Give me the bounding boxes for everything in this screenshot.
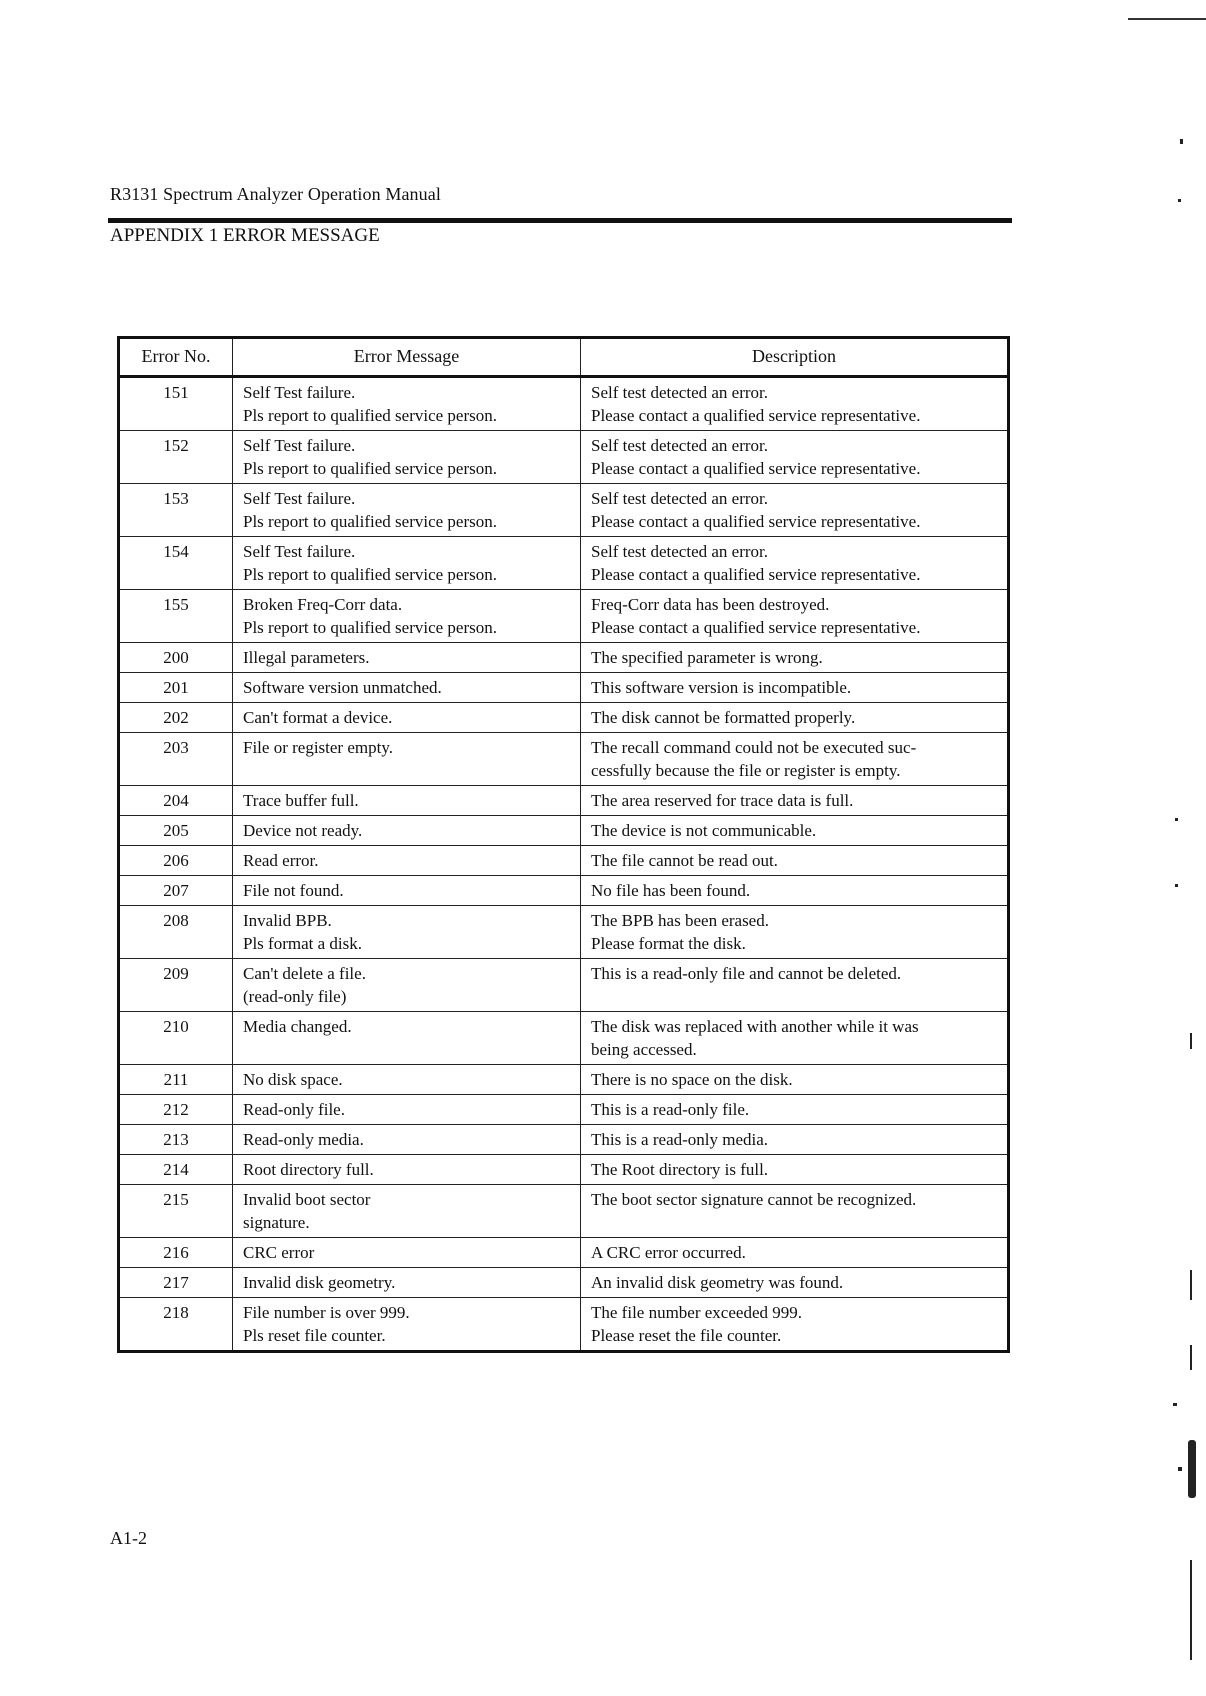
description-cell (581, 1065, 1009, 1095)
description-cell (581, 1012, 1009, 1065)
description-line: Self test detected an error. (591, 489, 769, 508)
manual-title: R3131 Spectrum Analyzer Operation Manual (110, 184, 441, 204)
description-line: Self test detected an error. (591, 436, 769, 455)
error-number-cell: 211 (119, 1065, 233, 1095)
scan-speck (1190, 1270, 1192, 1300)
table-row (119, 786, 1009, 816)
description-line: The recall command could not be executed suc- (591, 738, 917, 757)
scan-speck (1190, 1345, 1192, 1370)
description-line: The specified parameter is wrong. (591, 648, 823, 667)
error-message-cell (233, 1185, 581, 1238)
description-line: Self test detected an error. (591, 383, 769, 402)
error-message-line: Root directory full. (243, 1160, 374, 1179)
table-body (119, 377, 1009, 1352)
description-cell (581, 1155, 1009, 1185)
error-message-cell (233, 1095, 581, 1125)
description-line: The boot sector signature cannot be recognized. (591, 1190, 917, 1209)
error-message-line: Can't delete a file. (243, 964, 366, 983)
error-number-cell: 216 (119, 1238, 233, 1268)
table-row (119, 959, 1009, 1012)
table-row (119, 733, 1009, 786)
table-header-row (119, 338, 1009, 377)
description-cell (581, 673, 1009, 703)
table-row (119, 590, 1009, 643)
scan-edge-line (1128, 18, 1206, 20)
description-cell (581, 590, 1009, 643)
description-cell (581, 959, 1009, 1012)
description-line: Please contact a qualified service representative. (591, 565, 921, 584)
error-message-cell (233, 959, 581, 1012)
error-message-line: signature. (243, 1213, 310, 1232)
error-message-line: Pls report to qualified service person. (243, 406, 497, 425)
error-message-cell (233, 590, 581, 643)
table-row (119, 1125, 1009, 1155)
error-number-cell: 204 (119, 786, 233, 816)
error-number-cell: 213 (119, 1125, 233, 1155)
table-row (119, 377, 1009, 431)
scan-speck (1175, 818, 1178, 821)
error-message-line: Self Test failure. (243, 542, 356, 561)
scan-speck (1178, 1467, 1182, 1471)
error-message-table (117, 336, 1010, 1353)
description-cell (581, 906, 1009, 959)
error-message-cell (233, 643, 581, 673)
description-cell (581, 786, 1009, 816)
error-message-line: Self Test failure. (243, 489, 356, 508)
description-line: There is no space on the disk. (591, 1070, 793, 1089)
error-number-cell: 201 (119, 673, 233, 703)
error-message-line: Read error. (243, 851, 319, 870)
error-message-line: Illegal parameters. (243, 648, 370, 667)
error-number-cell: 212 (119, 1095, 233, 1125)
error-message-line: Invalid BPB. (243, 911, 332, 930)
description-line: Freq-Corr data has been destroyed. (591, 595, 830, 614)
error-message-line: Self Test failure. (243, 383, 356, 402)
error-message-cell (233, 484, 581, 537)
error-number-cell: 200 (119, 643, 233, 673)
error-number-cell: 152 (119, 431, 233, 484)
description-line: The BPB has been erased. (591, 911, 769, 930)
error-number-cell: 209 (119, 959, 233, 1012)
description-cell (581, 431, 1009, 484)
error-message-cell (233, 1155, 581, 1185)
description-line: The file number exceeded 999. (591, 1303, 802, 1322)
error-message-line: Device not ready. (243, 821, 363, 840)
error-number-cell: 207 (119, 876, 233, 906)
description-cell (581, 733, 1009, 786)
error-message-line: Pls report to qualified service person. (243, 459, 497, 478)
error-number-cell: 217 (119, 1268, 233, 1298)
error-message-cell (233, 1012, 581, 1065)
description-cell (581, 643, 1009, 673)
error-message-line: Invalid boot sector (243, 1190, 371, 1209)
table-row (119, 431, 1009, 484)
description-line: The disk cannot be formatted properly. (591, 708, 856, 727)
error-message-cell (233, 1125, 581, 1155)
description-line: Self test detected an error. (591, 542, 769, 561)
description-line: cessfully because the file or register is empty. (591, 761, 901, 780)
column-header-description: Description (581, 338, 1009, 377)
table-row (119, 1065, 1009, 1095)
error-message-cell (233, 673, 581, 703)
table-row (119, 846, 1009, 876)
description-line: The disk was replaced with another while it was (591, 1017, 919, 1036)
header-rule (108, 218, 1012, 223)
error-number-cell: 210 (119, 1012, 233, 1065)
description-cell (581, 876, 1009, 906)
description-cell (581, 1298, 1009, 1352)
scan-speck (1173, 1403, 1177, 1406)
table-row (119, 1012, 1009, 1065)
error-number-cell: 214 (119, 1155, 233, 1185)
error-message-line: Pls report to qualified service person. (243, 512, 497, 531)
error-message-line: Self Test failure. (243, 436, 356, 455)
error-number-cell: 215 (119, 1185, 233, 1238)
error-message-line: Pls reset file counter. (243, 1326, 386, 1345)
description-line: The area reserved for trace data is full. (591, 791, 854, 810)
description-line: An invalid disk geometry was found. (591, 1273, 844, 1292)
table-row (119, 906, 1009, 959)
description-cell (581, 484, 1009, 537)
description-line: This is a read-only file and cannot be deleted. (591, 964, 902, 983)
error-message-line: File or register empty. (243, 738, 393, 757)
error-number-cell: 208 (119, 906, 233, 959)
description-cell (581, 846, 1009, 876)
table-row (119, 1095, 1009, 1125)
description-line: The file cannot be read out. (591, 851, 778, 870)
description-line: Please contact a qualified service representative. (591, 459, 921, 478)
error-message-cell (233, 1238, 581, 1268)
error-number-cell: 203 (119, 733, 233, 786)
description-line: A CRC error occurred. (591, 1243, 746, 1262)
appendix-title: APPENDIX 1 ERROR MESSAGE (110, 225, 380, 246)
description-line: Please reset the file counter. (591, 1326, 782, 1345)
error-message-line: Read-only file. (243, 1100, 345, 1119)
error-number-cell: 218 (119, 1298, 233, 1352)
description-cell (581, 537, 1009, 590)
error-message-line: Software version unmatched. (243, 678, 442, 697)
description-cell (581, 816, 1009, 846)
error-message-line: File number is over 999. (243, 1303, 410, 1322)
description-cell (581, 1268, 1009, 1298)
description-line: This software version is incompatible. (591, 678, 852, 697)
description-cell (581, 1185, 1009, 1238)
error-message-cell (233, 703, 581, 733)
description-line: being accessed. (591, 1040, 697, 1059)
error-message-line: Read-only media. (243, 1130, 364, 1149)
table-row (119, 484, 1009, 537)
error-message-line: Trace buffer full. (243, 791, 359, 810)
error-message-cell (233, 1298, 581, 1352)
error-message-line: Broken Freq-Corr data. (243, 595, 403, 614)
table-row (119, 1155, 1009, 1185)
description-cell (581, 703, 1009, 733)
description-cell (581, 1125, 1009, 1155)
error-message-cell (233, 537, 581, 590)
error-message-cell (233, 906, 581, 959)
error-message-cell (233, 431, 581, 484)
scan-speck (1180, 139, 1183, 144)
error-message-line: Pls report to qualified service person. (243, 618, 497, 637)
table-row (119, 643, 1009, 673)
error-message-line: Pls format a disk. (243, 934, 362, 953)
error-message-line: CRC error (243, 1243, 315, 1262)
scan-speck (1190, 1560, 1192, 1660)
error-message-line: Can't format a device. (243, 708, 393, 727)
description-line: Please format the disk. (591, 934, 746, 953)
column-header-error-message: Error Message (233, 338, 581, 377)
error-number-cell: 153 (119, 484, 233, 537)
error-message-cell (233, 377, 581, 431)
table-row (119, 816, 1009, 846)
table-row (119, 537, 1009, 590)
description-cell (581, 1238, 1009, 1268)
scan-speck (1178, 199, 1181, 202)
scan-speck (1175, 884, 1178, 887)
error-message-cell (233, 876, 581, 906)
error-message-cell (233, 786, 581, 816)
error-number-cell: 151 (119, 377, 233, 431)
description-line: This is a read-only file. (591, 1100, 750, 1119)
error-number-cell: 206 (119, 846, 233, 876)
error-number-cell: 155 (119, 590, 233, 643)
error-message-cell (233, 733, 581, 786)
error-message-cell (233, 846, 581, 876)
error-message-line: Media changed. (243, 1017, 352, 1036)
error-message-cell (233, 1268, 581, 1298)
table-row (119, 1298, 1009, 1352)
description-cell (581, 377, 1009, 431)
table-row (119, 1238, 1009, 1268)
scan-speck (1188, 1440, 1196, 1498)
error-message-line: Invalid disk geometry. (243, 1273, 396, 1292)
description-line: Please contact a qualified service representative. (591, 512, 921, 531)
error-message-cell (233, 1065, 581, 1095)
error-message-line: (read-only file) (243, 987, 347, 1006)
error-table-container (117, 336, 1010, 1353)
description-line: Please contact a qualified service representative. (591, 618, 921, 637)
error-message-line: No disk space. (243, 1070, 343, 1089)
table-row (119, 703, 1009, 733)
description-line: This is a read-only media. (591, 1130, 769, 1149)
table-row (119, 673, 1009, 703)
description-cell (581, 1095, 1009, 1125)
error-message-line: Pls report to qualified service person. (243, 565, 497, 584)
description-line: Please contact a qualified service representative. (591, 406, 921, 425)
page-number: A1-2 (110, 1528, 147, 1548)
error-message-cell (233, 816, 581, 846)
error-number-cell: 202 (119, 703, 233, 733)
table-row (119, 1268, 1009, 1298)
description-line: The device is not communicable. (591, 821, 817, 840)
table-row (119, 1185, 1009, 1238)
description-line: The Root directory is full. (591, 1160, 769, 1179)
scan-speck (1190, 1033, 1192, 1049)
description-line: No file has been found. (591, 881, 751, 900)
column-header-error-no: Error No. (119, 338, 233, 377)
error-number-cell: 154 (119, 537, 233, 590)
error-number-cell: 205 (119, 816, 233, 846)
error-message-line: File not found. (243, 881, 344, 900)
table-row (119, 876, 1009, 906)
